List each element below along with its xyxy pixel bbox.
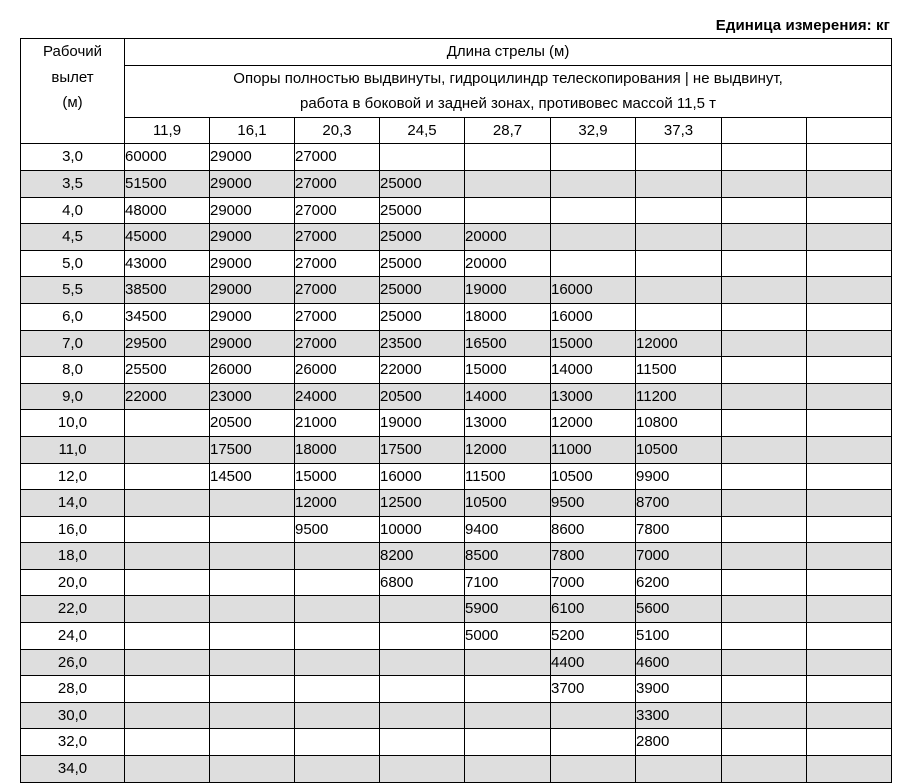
load-value-cell — [722, 383, 807, 410]
load-value-cell: 22000 — [125, 383, 210, 410]
load-value-cell — [807, 702, 892, 729]
load-value-cell: 45000 — [125, 224, 210, 251]
load-value-cell — [465, 170, 551, 197]
table-row — [21, 490, 892, 517]
boom-length-cell: 24,5 — [380, 117, 465, 144]
load-value-cell: 16000 — [551, 277, 636, 304]
load-value-cell — [807, 250, 892, 277]
load-value-cell — [125, 623, 210, 650]
load-value-cell — [210, 676, 295, 703]
load-value-cell — [125, 729, 210, 756]
load-value-cell: 8500 — [465, 543, 551, 570]
load-value-cell — [210, 702, 295, 729]
radius-header — [21, 39, 125, 144]
load-value-cell: 29000 — [210, 224, 295, 251]
load-value-cell — [807, 729, 892, 756]
table-row — [21, 596, 892, 623]
radius-header-line: Рабочий — [42, 43, 103, 60]
load-value-cell: 34500 — [125, 303, 210, 330]
radius-cell: 24,0 — [21, 623, 125, 650]
load-value-cell: 15000 — [551, 330, 636, 357]
table-row — [21, 197, 892, 224]
load-value-cell — [722, 330, 807, 357]
load-value-cell: 29000 — [210, 250, 295, 277]
table-row — [21, 144, 892, 171]
load-value-cell — [807, 756, 892, 783]
radius-header-line: вылет — [51, 68, 94, 86]
load-value-cell — [636, 277, 722, 304]
load-value-cell — [807, 596, 892, 623]
load-value-cell — [636, 224, 722, 251]
boom-length-cell: 11,9 — [125, 117, 210, 144]
load-value-cell: 27000 — [295, 303, 380, 330]
load-value-cell — [210, 623, 295, 650]
load-value-cell — [551, 250, 636, 277]
load-value-cell: 9400 — [465, 516, 551, 543]
boom-length-cell: 32,9 — [551, 117, 636, 144]
radius-cell: 26,0 — [21, 649, 125, 676]
load-value-cell: 5600 — [636, 596, 722, 623]
table-row — [21, 623, 892, 650]
load-value-cell — [295, 729, 380, 756]
radius-cell: 18,0 — [21, 543, 125, 570]
load-value-cell — [807, 516, 892, 543]
load-value-cell: 29000 — [210, 197, 295, 224]
load-value-cell — [722, 490, 807, 517]
radius-cell: 6,0 — [21, 303, 125, 330]
load-value-cell — [722, 702, 807, 729]
load-value-cell: 26000 — [210, 357, 295, 384]
load-value-cell — [551, 170, 636, 197]
load-value-cell: 12000 — [551, 410, 636, 437]
load-value-cell: 25500 — [125, 357, 210, 384]
load-value-cell — [210, 543, 295, 570]
load-value-cell — [722, 676, 807, 703]
load-value-cell — [551, 197, 636, 224]
load-value-cell: 6800 — [380, 569, 465, 596]
load-value-cell — [722, 463, 807, 490]
radius-cell: 3,5 — [21, 170, 125, 197]
load-value-cell — [295, 543, 380, 570]
load-value-cell — [722, 303, 807, 330]
configuration-note — [125, 65, 892, 117]
load-value-cell: 12500 — [380, 490, 465, 517]
table-row — [21, 170, 892, 197]
load-value-cell — [636, 170, 722, 197]
table-row — [21, 224, 892, 251]
load-value-cell: 6100 — [551, 596, 636, 623]
load-value-cell — [722, 649, 807, 676]
radius-cell: 30,0 — [21, 702, 125, 729]
load-value-cell: 3300 — [636, 702, 722, 729]
load-value-cell: 17500 — [380, 436, 465, 463]
load-value-cell: 11000 — [551, 436, 636, 463]
load-value-cell — [807, 144, 892, 171]
table-row — [21, 702, 892, 729]
load-value-cell: 27000 — [295, 144, 380, 171]
radius-header-line: (м) — [62, 94, 83, 112]
load-value-cell — [295, 596, 380, 623]
load-value-cell: 26000 — [295, 357, 380, 384]
load-value-cell: 10500 — [465, 490, 551, 517]
unit-label: Единица измерения: кг — [715, 17, 890, 34]
load-value-cell — [807, 383, 892, 410]
load-value-cell — [380, 144, 465, 171]
radius-cell: 9,0 — [21, 383, 125, 410]
load-value-cell — [295, 649, 380, 676]
load-value-cell — [722, 250, 807, 277]
load-value-cell: 5100 — [636, 623, 722, 650]
load-value-cell: 48000 — [125, 197, 210, 224]
load-value-cell: 2800 — [636, 729, 722, 756]
load-value-cell: 19000 — [380, 410, 465, 437]
load-value-cell — [465, 756, 551, 783]
table-row — [21, 649, 892, 676]
load-value-cell: 25000 — [380, 277, 465, 304]
load-value-cell: 7000 — [636, 543, 722, 570]
load-value-cell: 12000 — [465, 436, 551, 463]
load-value-cell: 43000 — [125, 250, 210, 277]
load-value-cell — [807, 623, 892, 650]
boom-length-title: Длина стрелы (м) — [125, 39, 892, 66]
load-value-cell: 14000 — [465, 383, 551, 410]
load-value-cell: 51500 — [125, 170, 210, 197]
boom-length-cell: 16,1 — [210, 117, 295, 144]
load-value-cell — [125, 676, 210, 703]
radius-cell: 20,0 — [21, 569, 125, 596]
load-value-cell: 27000 — [295, 330, 380, 357]
radius-cell: 10,0 — [21, 410, 125, 437]
boom-length-cell — [807, 117, 892, 144]
load-value-cell — [125, 569, 210, 596]
radius-cell: 28,0 — [21, 676, 125, 703]
radius-cell: 34,0 — [21, 756, 125, 783]
load-value-cell — [722, 144, 807, 171]
load-value-cell: 11500 — [636, 357, 722, 384]
load-value-cell: 12000 — [295, 490, 380, 517]
radius-cell: 14,0 — [21, 490, 125, 517]
load-value-cell — [807, 490, 892, 517]
radius-cell: 7,0 — [21, 330, 125, 357]
load-value-cell — [551, 224, 636, 251]
boom-length-cell — [722, 117, 807, 144]
load-value-cell — [380, 756, 465, 783]
load-value-cell — [807, 410, 892, 437]
load-value-cell: 13000 — [551, 383, 636, 410]
load-value-cell — [125, 490, 210, 517]
load-value-cell — [807, 543, 892, 570]
load-value-cell — [722, 543, 807, 570]
load-value-cell — [807, 330, 892, 357]
load-value-cell: 20500 — [380, 383, 465, 410]
load-value-cell: 9500 — [295, 516, 380, 543]
boom-length-cell: 20,3 — [295, 117, 380, 144]
load-value-cell — [807, 676, 892, 703]
load-value-cell — [722, 569, 807, 596]
load-value-cell — [125, 596, 210, 623]
load-value-cell — [636, 250, 722, 277]
load-value-cell — [210, 516, 295, 543]
table-row — [21, 357, 892, 384]
load-value-cell: 16000 — [380, 463, 465, 490]
load-value-cell — [465, 729, 551, 756]
load-value-cell — [125, 463, 210, 490]
load-value-cell: 19000 — [465, 277, 551, 304]
table-row — [21, 463, 892, 490]
load-value-cell — [722, 516, 807, 543]
load-value-cell — [210, 729, 295, 756]
load-value-cell: 5200 — [551, 623, 636, 650]
load-value-cell — [722, 197, 807, 224]
load-value-cell: 20000 — [465, 224, 551, 251]
load-value-cell — [380, 702, 465, 729]
load-value-cell: 10500 — [636, 436, 722, 463]
load-value-cell: 5000 — [465, 623, 551, 650]
load-value-cell: 25000 — [380, 303, 465, 330]
load-value-cell: 25000 — [380, 170, 465, 197]
load-chart-table — [20, 38, 892, 783]
load-value-cell: 11500 — [465, 463, 551, 490]
radius-cell: 32,0 — [21, 729, 125, 756]
load-value-cell: 15000 — [465, 357, 551, 384]
load-value-cell: 20500 — [210, 410, 295, 437]
radius-cell: 4,5 — [21, 224, 125, 251]
load-value-cell — [636, 144, 722, 171]
load-value-cell — [295, 702, 380, 729]
load-value-cell — [380, 596, 465, 623]
boom-length-cell: 28,7 — [465, 117, 551, 144]
load-value-cell: 9900 — [636, 463, 722, 490]
load-value-cell: 27000 — [295, 197, 380, 224]
load-value-cell: 29500 — [125, 330, 210, 357]
load-value-cell: 10500 — [551, 463, 636, 490]
load-value-cell — [551, 144, 636, 171]
load-value-cell: 3900 — [636, 676, 722, 703]
load-value-cell — [380, 729, 465, 756]
radius-cell: 11,0 — [21, 436, 125, 463]
load-value-cell: 29000 — [210, 277, 295, 304]
load-value-cell — [722, 756, 807, 783]
table-row — [21, 383, 892, 410]
table-row — [21, 330, 892, 357]
load-value-cell — [295, 676, 380, 703]
table-row — [21, 436, 892, 463]
load-value-cell — [380, 649, 465, 676]
load-value-cell — [722, 729, 807, 756]
load-value-cell: 7000 — [551, 569, 636, 596]
load-value-cell: 24000 — [295, 383, 380, 410]
load-value-cell — [722, 410, 807, 437]
table-row — [21, 250, 892, 277]
table-row — [21, 277, 892, 304]
load-value-cell: 16500 — [465, 330, 551, 357]
load-value-cell — [295, 756, 380, 783]
load-value-cell — [722, 596, 807, 623]
load-value-cell: 8700 — [636, 490, 722, 517]
load-value-cell — [210, 596, 295, 623]
load-value-cell: 3700 — [551, 676, 636, 703]
load-value-cell: 27000 — [295, 250, 380, 277]
load-value-cell: 38500 — [125, 277, 210, 304]
load-value-cell: 7800 — [551, 543, 636, 570]
load-value-cell: 16000 — [551, 303, 636, 330]
load-value-cell: 27000 — [295, 170, 380, 197]
table-row — [21, 756, 892, 783]
load-value-cell: 17500 — [210, 436, 295, 463]
load-value-cell: 14500 — [210, 463, 295, 490]
load-value-cell: 5900 — [465, 596, 551, 623]
load-value-cell — [722, 357, 807, 384]
table-row — [21, 543, 892, 570]
load-value-cell — [551, 702, 636, 729]
load-value-cell — [125, 410, 210, 437]
load-value-cell: 10800 — [636, 410, 722, 437]
load-value-cell — [807, 170, 892, 197]
load-value-cell: 27000 — [295, 224, 380, 251]
load-value-cell — [807, 277, 892, 304]
load-value-cell — [722, 170, 807, 197]
load-value-cell: 29000 — [210, 330, 295, 357]
boom-length-cell: 37,3 — [636, 117, 722, 144]
load-value-cell — [807, 224, 892, 251]
load-value-cell — [807, 436, 892, 463]
load-value-cell — [125, 702, 210, 729]
boom-length-row — [21, 117, 892, 144]
table-row — [21, 676, 892, 703]
load-value-cell: 18000 — [465, 303, 551, 330]
load-value-cell — [465, 144, 551, 171]
configuration-line: Опоры полностью выдвинуты, гидроцилиндр телескопирования | не выдвинут, — [233, 69, 783, 87]
load-value-cell: 7100 — [465, 569, 551, 596]
load-value-cell — [125, 649, 210, 676]
load-value-cell: 21000 — [295, 410, 380, 437]
radius-cell: 5,0 — [21, 250, 125, 277]
radius-cell: 3,0 — [21, 144, 125, 171]
load-rows — [21, 144, 892, 782]
load-value-cell — [807, 197, 892, 224]
load-value-cell — [722, 436, 807, 463]
load-value-cell — [295, 623, 380, 650]
radius-cell: 8,0 — [21, 357, 125, 384]
load-value-cell: 25000 — [380, 224, 465, 251]
load-value-cell: 29000 — [210, 170, 295, 197]
load-value-cell: 20000 — [465, 250, 551, 277]
table-row — [21, 569, 892, 596]
load-value-cell — [125, 516, 210, 543]
load-value-cell: 25000 — [380, 197, 465, 224]
load-value-cell — [722, 277, 807, 304]
table-row — [21, 303, 892, 330]
load-value-cell: 4600 — [636, 649, 722, 676]
load-value-cell: 23000 — [210, 383, 295, 410]
load-value-cell — [722, 623, 807, 650]
load-value-cell: 29000 — [210, 144, 295, 171]
load-value-cell: 14000 — [551, 357, 636, 384]
load-value-cell — [807, 463, 892, 490]
load-value-cell: 9500 — [551, 490, 636, 517]
load-value-cell — [636, 303, 722, 330]
load-value-cell — [636, 756, 722, 783]
load-value-cell — [465, 676, 551, 703]
configuration-line: работа в боковой и задней зонах, противовес массой 11,5 т — [300, 95, 717, 113]
load-value-cell: 10000 — [380, 516, 465, 543]
load-value-cell: 18000 — [295, 436, 380, 463]
load-value-cell: 8600 — [551, 516, 636, 543]
load-value-cell — [380, 676, 465, 703]
table-row — [21, 410, 892, 437]
load-value-cell: 13000 — [465, 410, 551, 437]
load-value-cell: 7800 — [636, 516, 722, 543]
load-value-cell — [807, 357, 892, 384]
load-value-cell — [465, 649, 551, 676]
table-row — [21, 729, 892, 756]
load-value-cell — [807, 303, 892, 330]
load-value-cell — [210, 490, 295, 517]
load-value-cell — [210, 569, 295, 596]
load-value-cell: 22000 — [380, 357, 465, 384]
load-value-cell: 11200 — [636, 383, 722, 410]
load-value-cell — [210, 756, 295, 783]
load-value-cell: 6200 — [636, 569, 722, 596]
load-value-cell: 8200 — [380, 543, 465, 570]
load-value-cell — [380, 623, 465, 650]
radius-cell: 16,0 — [21, 516, 125, 543]
load-value-cell — [551, 729, 636, 756]
load-value-cell — [125, 543, 210, 570]
load-value-cell: 27000 — [295, 277, 380, 304]
load-value-cell: 15000 — [295, 463, 380, 490]
load-value-cell — [636, 197, 722, 224]
load-value-cell — [125, 436, 210, 463]
load-value-cell — [551, 756, 636, 783]
table-row — [21, 516, 892, 543]
load-value-cell — [210, 649, 295, 676]
load-value-cell: 23500 — [380, 330, 465, 357]
load-value-cell — [295, 569, 380, 596]
load-value-cell — [465, 702, 551, 729]
load-value-cell — [125, 756, 210, 783]
radius-cell: 22,0 — [21, 596, 125, 623]
load-value-cell — [722, 224, 807, 251]
load-value-cell — [465, 197, 551, 224]
load-value-cell: 29000 — [210, 303, 295, 330]
load-value-cell: 60000 — [125, 144, 210, 171]
radius-cell: 4,0 — [21, 197, 125, 224]
load-value-cell — [807, 649, 892, 676]
load-value-cell: 12000 — [636, 330, 722, 357]
radius-cell: 5,5 — [21, 277, 125, 304]
load-value-cell — [807, 569, 892, 596]
load-value-cell: 25000 — [380, 250, 465, 277]
radius-cell: 12,0 — [21, 463, 125, 490]
load-value-cell: 4400 — [551, 649, 636, 676]
